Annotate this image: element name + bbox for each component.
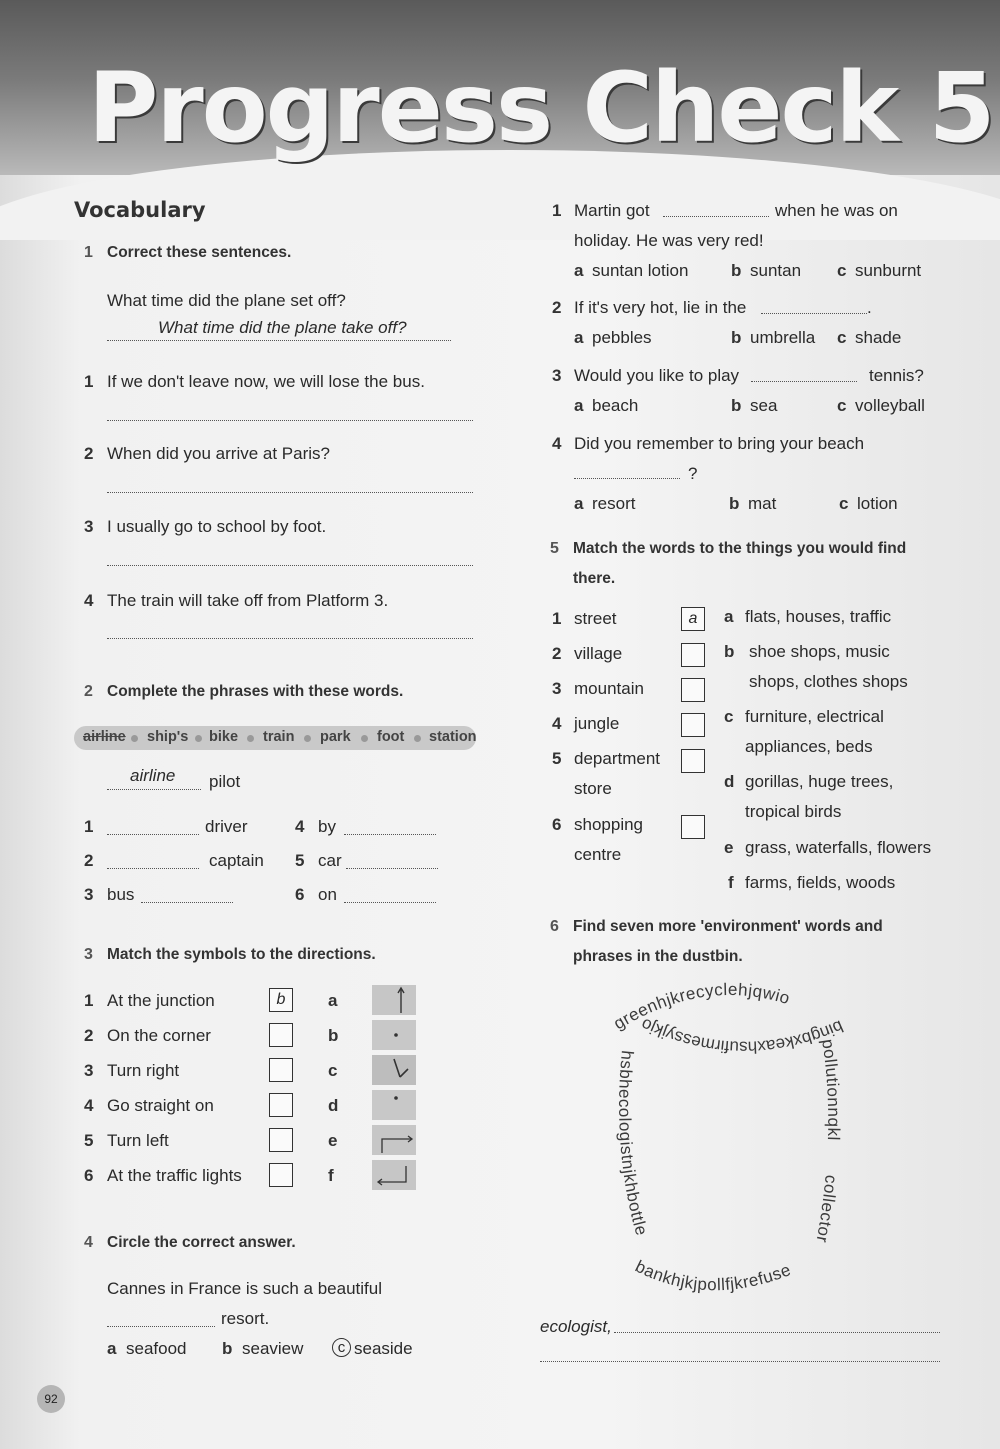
match-text: farms, fields, woods (745, 873, 896, 892)
word-bank-word: station (429, 729, 477, 745)
page-title: Progress Check 5 (88, 52, 994, 164)
phrase-word: bus (107, 885, 135, 904)
answer-box[interactable] (681, 749, 705, 773)
answer-line[interactable] (107, 868, 199, 869)
word-bank-word: bike (209, 729, 239, 745)
exercise-instruction: Complete the phrases with these words. (107, 683, 404, 700)
exercise-instruction: Match the symbols to the directions. (107, 946, 376, 963)
answer-box[interactable] (269, 1023, 293, 1047)
place-word: jungle (574, 714, 620, 733)
answer-line[interactable] (141, 902, 233, 903)
bin-text-inner[interactable]: bingbxkeaxhsufirmessyjkjo (638, 1014, 846, 1057)
option-letter: a (574, 261, 584, 280)
place-word-cont: centre (574, 845, 622, 864)
symbol-e-image (372, 1125, 416, 1155)
exercise-instruction: Match the words to the things you would find (573, 540, 907, 557)
item-number: 5 (295, 851, 305, 870)
match-text-cont: appliances, beds (745, 737, 873, 756)
place-word: street (574, 609, 617, 628)
answer-line[interactable] (751, 381, 857, 382)
item-number: 1 (84, 991, 94, 1010)
direction-text: On the corner (107, 1026, 211, 1045)
answer-box[interactable] (681, 643, 705, 667)
question-text: when he was on (775, 201, 898, 220)
dustbin-word-puzzle (590, 970, 870, 1310)
sentence: The train will take off from Platform 3. (107, 591, 389, 610)
answer-box[interactable] (269, 1128, 293, 1152)
exercise-number: 2 (84, 683, 93, 700)
answer-line[interactable] (344, 834, 436, 835)
exercise-instruction-cont: there. (573, 570, 616, 587)
item-number: 1 (84, 372, 94, 391)
item-number: 3 (552, 679, 562, 698)
word-separator (195, 735, 202, 742)
exercise-number: 4 (84, 1234, 93, 1251)
word-separator (247, 735, 254, 742)
item-number: 1 (552, 609, 562, 628)
answer-line[interactable] (107, 340, 451, 341)
svg-text:pollutionnqkl (818, 1038, 843, 1142)
question-text: holiday. He was very red! (574, 231, 764, 250)
item-number: 6 (84, 1166, 94, 1185)
answer-line[interactable] (614, 1332, 940, 1333)
svg-text:collector (812, 1174, 840, 1244)
option-text[interactable]: lotion (857, 494, 898, 513)
answer-line[interactable] (761, 313, 867, 314)
item-number: 4 (295, 817, 305, 836)
option-text[interactable]: sea (750, 396, 778, 415)
example-answer: What time did the plane take off? (158, 318, 407, 337)
bin-text-left[interactable]: hsbhecologistnjkhbottle (615, 1049, 652, 1238)
exercise-instruction-cont: phrases in the dustbin. (573, 948, 743, 965)
place-word: village (574, 644, 623, 663)
answer-line[interactable] (540, 1361, 940, 1362)
option-text[interactable]: seaside (354, 1339, 413, 1358)
option-letter: b (729, 494, 740, 513)
option-text[interactable]: pebbles (592, 328, 652, 347)
question-text: If it's very hot, lie in the (574, 298, 747, 317)
answer-line[interactable] (346, 868, 438, 869)
item-number: 2 (84, 1026, 94, 1045)
answer-line[interactable] (663, 216, 769, 217)
item-number: 4 (552, 714, 562, 733)
match-text-cont: shops, clothes shops (749, 672, 908, 691)
symbol-letter: a (328, 991, 338, 1010)
direction-text: Turn left (107, 1131, 169, 1150)
question-text: ? (688, 464, 698, 483)
option-letter: a (574, 494, 584, 513)
symbol-letter: c (328, 1061, 338, 1080)
option-letter: a (574, 328, 584, 347)
exercise-instruction: Circle the correct answer. (107, 1234, 296, 1251)
answer-box[interactable] (269, 1163, 293, 1187)
symbol-letter: b (328, 1026, 339, 1045)
item-number: 6 (552, 815, 562, 834)
direction-text: At the traffic lights (107, 1166, 242, 1185)
place-word: mountain (574, 679, 644, 698)
item-number: 3 (84, 517, 94, 536)
item-number: 2 (84, 444, 94, 463)
word-bank-word: ship's (147, 729, 189, 745)
exercise-number: 5 (550, 540, 559, 557)
answer-line[interactable] (574, 478, 680, 479)
symbol-letter: d (328, 1096, 339, 1115)
option-letter: f (728, 873, 734, 892)
item-number: 4 (84, 1096, 94, 1115)
option-text[interactable]: shade (855, 328, 902, 347)
direction-text: Go straight on (107, 1096, 214, 1115)
word-separator (131, 735, 138, 742)
answer-line[interactable] (344, 902, 436, 903)
bin-text-top[interactable]: greenhjkrecyclehjqwio (610, 979, 793, 1034)
option-text[interactable]: suntan lotion (592, 261, 689, 280)
direction-text: Turn right (107, 1061, 180, 1080)
phrase-word: on (318, 885, 337, 904)
item-number: 2 (84, 851, 94, 870)
answer-box[interactable] (681, 713, 705, 737)
option-text[interactable]: umbrella (750, 328, 816, 347)
option-letter: c (837, 396, 847, 415)
match-text: gorillas, huge trees, (745, 772, 894, 791)
option-letter: b (731, 396, 742, 415)
item-number: 2 (552, 298, 562, 317)
option-text[interactable]: beach (592, 396, 639, 415)
page-number: 92 (37, 1385, 65, 1413)
option-letter: c (837, 328, 847, 347)
svg-text:hsbhecologistnjkhbottle (615, 1050, 651, 1238)
match-text: shoe shops, music (749, 642, 890, 661)
option-text[interactable]: sunburnt (855, 261, 922, 280)
answer-line[interactable] (107, 565, 473, 566)
symbol-b-image (372, 1020, 416, 1050)
bin-text-right-2[interactable]: collector (812, 1174, 841, 1245)
exercise-number: 1 (84, 244, 93, 261)
option-letter: d (724, 772, 735, 791)
option-letter: a (107, 1339, 117, 1358)
exercise-instruction: Find seven more 'environment' words and (573, 918, 883, 935)
word-bank-word: park (320, 729, 351, 745)
option-text[interactable]: resort (592, 494, 636, 513)
option-text[interactable]: seaview (242, 1339, 304, 1358)
phrase-word: pilot (209, 772, 241, 791)
question-text: . (867, 298, 872, 317)
option-text[interactable]: mat (748, 494, 777, 513)
word-separator (414, 735, 421, 742)
exercise-instruction: Correct these sentences. (107, 244, 292, 261)
answer-line[interactable] (107, 420, 473, 421)
item-number: 5 (552, 749, 562, 768)
sentence: When did you arrive at Paris? (107, 444, 330, 463)
answer-box[interactable] (269, 1093, 293, 1117)
place-word: shopping (574, 815, 644, 834)
option-text[interactable]: volleyball (855, 396, 925, 415)
place-word-cont: store (574, 779, 612, 798)
option-text[interactable]: suntan (750, 261, 802, 280)
option-text[interactable]: seafood (126, 1339, 187, 1358)
item-number: 3 (552, 366, 562, 385)
answer-line[interactable] (107, 834, 199, 835)
example-answer: airline (130, 766, 176, 785)
direction-text: At the junction (107, 991, 215, 1010)
item-number: 3 (84, 885, 94, 904)
word-separator (361, 735, 368, 742)
place-word: department (574, 749, 660, 768)
answer-box[interactable] (269, 1058, 293, 1082)
item-number: 1 (84, 817, 94, 836)
question-text: Would you like to play (574, 366, 740, 385)
option-letter: b (731, 328, 742, 347)
item-number: 4 (84, 591, 94, 610)
question-text: Did you remember to bring your beach (574, 434, 865, 453)
bin-text-right[interactable]: pollutionnqkl (818, 1037, 844, 1142)
phrase-word: by (318, 817, 336, 836)
phrase-word: car (318, 851, 342, 870)
example-sentence: Cannes in France is such a beautiful (107, 1279, 382, 1298)
word-bank-word: foot (377, 729, 405, 745)
phrase-word: driver (205, 817, 248, 836)
option-letter: b (724, 642, 735, 661)
circled-answer[interactable]: c (332, 1338, 351, 1357)
answer-line[interactable] (107, 1326, 215, 1327)
option-letter: b (731, 261, 742, 280)
answer-box[interactable] (681, 678, 705, 702)
svg-text:bingbxkeaxhsufirmessyjkjo (638, 1014, 846, 1056)
option-letter: c (839, 494, 849, 513)
exercise-number: 6 (550, 918, 559, 935)
match-text-cont: tropical birds (745, 802, 842, 821)
bin-text-bottom[interactable]: bankhjkjpollfjkrefuse (632, 1256, 794, 1295)
answer-box[interactable]: a (681, 607, 705, 631)
answer-line[interactable] (107, 492, 473, 493)
svg-text:greenhjkrecyclehjqwio (610, 980, 792, 1033)
symbol-c-image (372, 1055, 416, 1085)
answer-box[interactable]: b (269, 988, 293, 1012)
example-answer: ecologist, (540, 1317, 612, 1336)
item-number: 4 (552, 434, 562, 453)
word-bank-word: train (263, 729, 295, 745)
match-text: flats, houses, traffic (745, 607, 892, 626)
svg-text:bankhjkjpollfjkrefuse (632, 1257, 793, 1295)
answer-line[interactable] (107, 789, 201, 790)
symbol-d-image (372, 1090, 416, 1120)
item-number: 3 (84, 1061, 94, 1080)
example-question: What time did the plane set off? (107, 291, 346, 310)
item-number: 1 (552, 201, 562, 220)
section-heading: Vocabulary (74, 198, 206, 222)
option-letter: a (724, 607, 734, 626)
word-separator (304, 735, 311, 742)
symbol-f-image (372, 1160, 416, 1190)
sentence: If we don't leave now, we will lose the bus. (107, 372, 425, 391)
question-text: tennis? (869, 366, 924, 385)
answer-box[interactable] (681, 815, 705, 839)
option-letter: c (837, 261, 847, 280)
example-sentence-end: resort. (221, 1309, 270, 1328)
answer-line[interactable] (107, 638, 473, 639)
option-letter: b (222, 1339, 233, 1358)
symbol-a-image (372, 985, 416, 1015)
option-letter: e (724, 838, 734, 857)
question-text: Martin got (574, 201, 650, 220)
phrase-word: captain (209, 851, 264, 870)
word-bank-word: airline (83, 729, 126, 745)
item-number: 6 (295, 885, 305, 904)
item-number: 2 (552, 644, 562, 663)
bleed-through (220, 190, 224, 205)
symbol-letter: f (328, 1166, 334, 1185)
exercise-number: 3 (84, 946, 93, 963)
item-number: 5 (84, 1131, 94, 1150)
symbol-letter: e (328, 1131, 338, 1150)
match-text: grass, waterfalls, flowers (745, 838, 932, 857)
sentence: I usually go to school by foot. (107, 517, 327, 536)
option-letter: c (724, 707, 734, 726)
option-letter: a (574, 396, 584, 415)
match-text: furniture, electrical (745, 707, 884, 726)
